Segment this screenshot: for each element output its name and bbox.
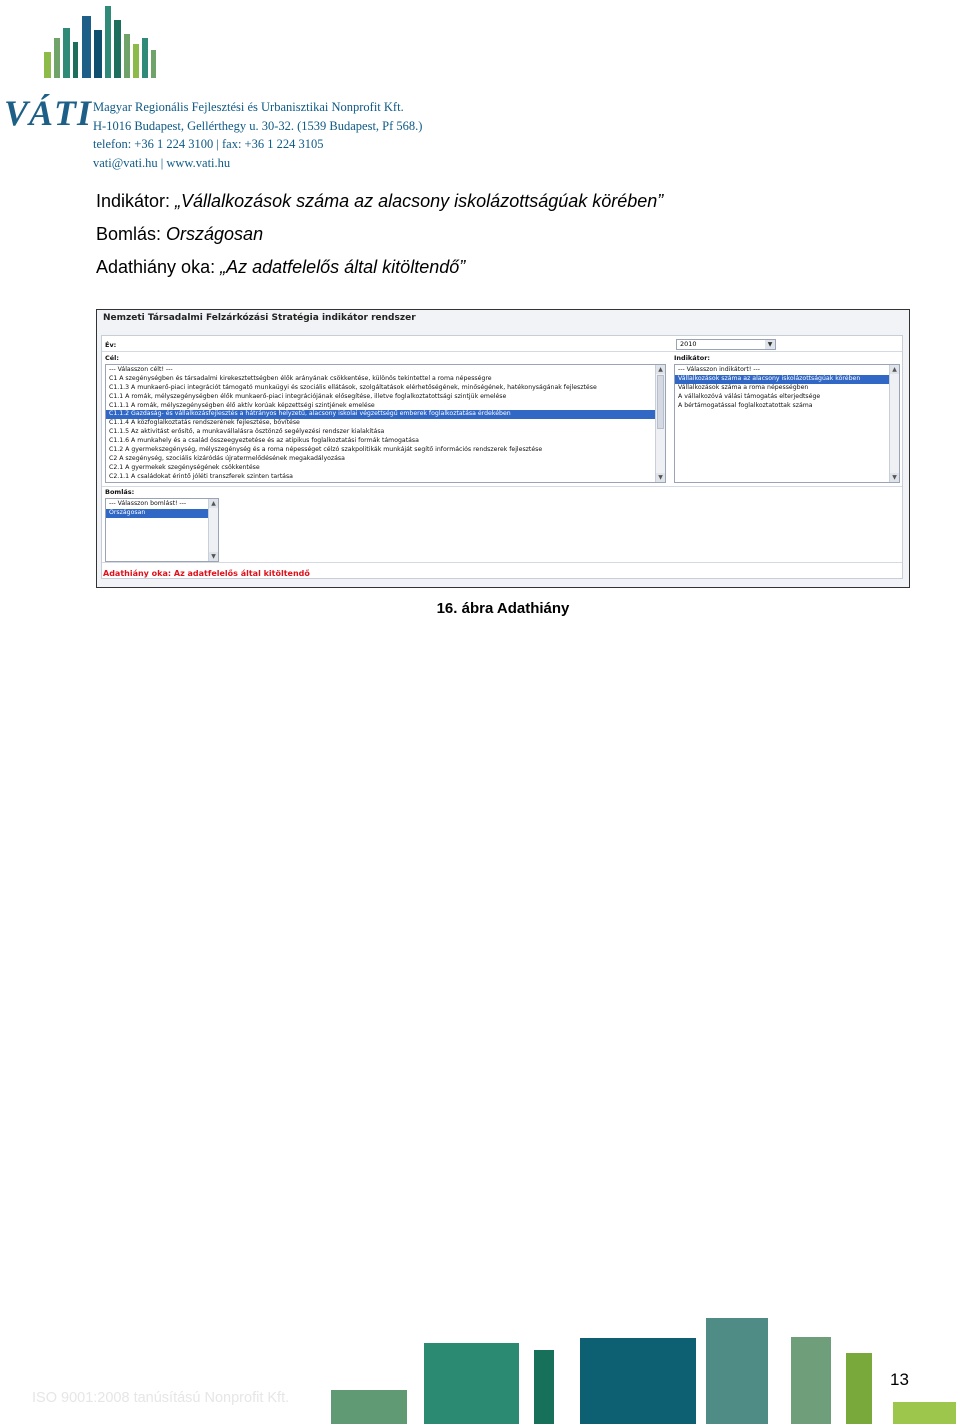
scroll-down-icon[interactable]: ▼ [209, 552, 218, 561]
vati-logo-text: VÁTI [4, 93, 93, 133]
goal-option[interactable]: C1.1.5 Az aktivitást erősítő, a munkavállalásra ösztönző segélyezési rendszer kialakítása [109, 428, 385, 436]
iso-certification-text: ISO 9001:2008 tanúsítású Nonprofit Kft. [32, 1390, 290, 1406]
vati-logo-bars [44, 2, 156, 78]
goal-option[interactable]: C1.1.3 A munkaerő-piaci integrációt támogató munkaügyi és szociális ellátások, szolgáltatások elérhetőségének, minőségének, hatékonyságának fejlesztése [109, 383, 597, 391]
breakdown-listbox[interactable] [105, 498, 219, 562]
goal-option[interactable]: C1.1.6 A munkahely és a család összeegyeztetése és az atipikus foglalkoztatási formák támogatása [109, 437, 419, 445]
goal-option[interactable]: C1.1 A romák, mélyszegénységben élők munkaerő-piaci integrációjának elősegítése, illetve foglalkoztatottsági szintjük emelése [109, 392, 507, 400]
goal-option[interactable]: C1.2 A gyermekszegénység, mélyszegénység és a roma népességet célzó szakpolitikák munkáját segítő információs rendszerek fejlesztése [109, 446, 543, 454]
indicator-system-window [96, 309, 910, 588]
goal-option[interactable]: C1.1.2 Gazdaság- és vállalkozásfejlesztés a hátrányos helyzetű, alacsony iskolai végzettségű emberek foglalkoztatása érdekében [106, 410, 655, 419]
scroll-up-icon[interactable]: ▲ [890, 365, 899, 374]
app-title: Nemzeti Társadalmi Felzárkózási Stratégia indikátor rendszer [103, 313, 416, 323]
goal-scrollbar[interactable] [655, 365, 665, 482]
indicator-label: Indikátor: [96, 191, 176, 211]
missing-label: Adathiány oka: [96, 257, 221, 277]
goal-option[interactable]: --- Válasszon célt! --- [109, 366, 173, 373]
org-web: vati@vati.hu | www.vati.hu [93, 155, 231, 170]
organisation-address [93, 98, 422, 172]
breakdown-option[interactable]: Országosan [106, 509, 208, 518]
breakdown-label: Bomlás: [96, 224, 167, 244]
org-address: H-1016 Budapest, Gellérthegy u. 30-32. (1539 Budapest, Pf 568.) [93, 118, 423, 133]
indicator-listbox[interactable] [674, 364, 900, 483]
goal-option[interactable]: C1.1.4 A közfoglalkoztatás rendszerének fejlesztése, bővítése [109, 419, 300, 427]
org-phone: telefon: +36 1 224 3100 | fax: +36 1 224 3105 [93, 137, 324, 151]
goal-option[interactable]: C2.1.1 A családokat érintő jóléti transzferek szinten tartása [109, 472, 293, 480]
scroll-down-icon[interactable]: ▼ [890, 473, 899, 482]
year-value: 2010 [680, 340, 697, 348]
goal-option[interactable]: C1.1.1 A romák, mélyszegénységben élő aktív korúak képzettségi szintjének emelése [109, 401, 375, 409]
indicator-scrollbar[interactable] [889, 365, 899, 482]
scroll-up-icon[interactable]: ▲ [656, 365, 665, 374]
year-label: Év: [105, 341, 117, 349]
breakdown-option[interactable]: --- Válasszon bomlást! --- [109, 500, 187, 507]
org-name: Magyar Regionális Fejlesztési és Urbanisztikai Nonprofit Kft. [93, 100, 404, 114]
breakdown-scrollbar[interactable] [208, 499, 218, 561]
breakdown-label: Bomlás: [105, 488, 135, 496]
goal-label: Cél: [105, 354, 120, 362]
breakdown-value: Országosan [166, 224, 264, 244]
indicator-option[interactable]: Vállalkozások száma a roma népességben [678, 383, 809, 391]
scroll-down-icon[interactable]: ▼ [656, 473, 665, 482]
scroll-thumb[interactable] [657, 375, 664, 429]
chevron-down-icon: ▼ [765, 340, 775, 349]
breakdown-line [96, 224, 263, 245]
page-number: 13 [890, 1370, 909, 1389]
indicator-option[interactable]: Vállalkozások száma az alacsony iskolázottságúak körében [675, 375, 889, 384]
goal-option[interactable]: C2 A szegénység, szociális kizáródás újratermelődésének megakadályozása [109, 454, 345, 462]
missing-value: „Az adatfelelős által kitöltendő” [220, 257, 466, 277]
missing-data-note: Adathiány oka: Az adatfelelős által kitöltendő [103, 569, 310, 578]
filter-panel [101, 335, 903, 579]
figure-caption: 16. ábra Adathiány [436, 600, 570, 617]
indicator-label: Indikátor: [674, 354, 711, 362]
goal-option[interactable]: C1 A szegénységben és társadalmi kirekesztettségben élők arányának csökkentése, különös tekintettel a roma népességre [109, 374, 492, 382]
indicator-line [96, 191, 663, 212]
indicator-option[interactable]: A vállalkozóvá válási támogatás elterjedtsége [678, 392, 821, 400]
indicator-value: „Vállalkozások száma az alacsony iskolázottságúak körében” [175, 191, 664, 211]
goal-option[interactable]: C2.1 A gyermekek szegénységének csökkentése [109, 463, 260, 471]
year-select[interactable] [676, 339, 776, 350]
scroll-up-icon[interactable]: ▲ [209, 499, 218, 508]
indicator-option[interactable]: A bértámogatással foglalkoztatottak száma [678, 401, 813, 409]
missing-data-line [96, 257, 465, 278]
indicator-option[interactable]: --- Válasszon indikátort! --- [678, 366, 760, 373]
goal-listbox[interactable] [105, 364, 666, 483]
